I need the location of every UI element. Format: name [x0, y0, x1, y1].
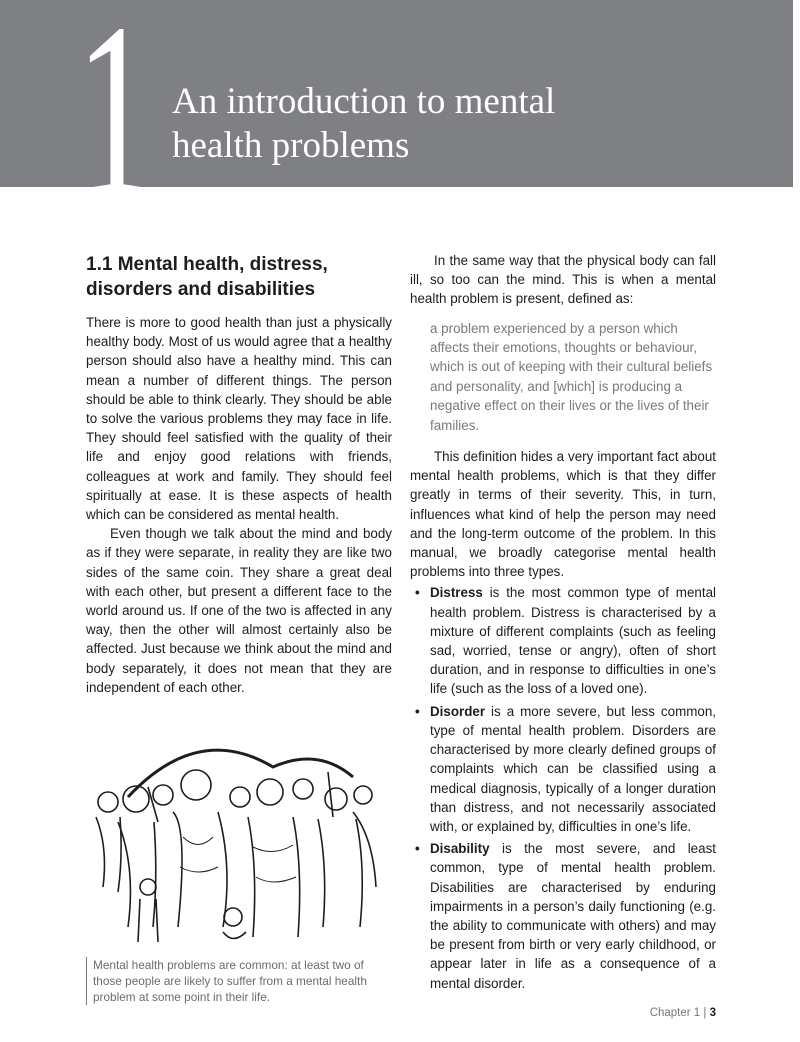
group-of-people-illustration	[88, 727, 380, 949]
term: Disorder	[430, 703, 486, 719]
page-footer: Chapter 1 | 3	[649, 1007, 716, 1019]
paragraph: In the same way that the physical body can fall ill, so too can the mind. This is when a mental health problem is present, defined as:	[410, 253, 716, 307]
figure-caption: Mental health problems are common: at least two of those people are likely to suffer from a mental health problem at some point in their life.	[86, 957, 389, 1005]
term-description: is the most severe, and least common, type of mental health problem. Disabilities are characterised by enduring impairments in a person’s daily functioning (e.g. the ability to communicate with others) and may be present from birth or very early childhood, or appear later in life as a consequence of a mental disorder.	[430, 841, 716, 991]
chapter-title-line: An introduction to mental	[172, 81, 556, 122]
paragraph: This definition hides a very important fact about mental health problems, which is that they differ greatly in terms of their severity. This, in turn, influences what kind of help the person may need and the long-term outcome of the problem. In this manual, we broadly categorise mental health problems into three types.	[410, 449, 716, 580]
right-column	[410, 251, 716, 996]
types-list	[410, 583, 716, 992]
definition-quote: a problem experienced by a person which affects their emotions, thoughts or behaviour, which is out of keeping with their cultural beliefs and personality, and [which] is producing a negative effect on their lives or the lives of their families.	[430, 320, 713, 433]
list-item	[430, 839, 716, 993]
term: Distress	[430, 585, 483, 601]
paragraph: There is more to good health than just a physically healthy body. Most of us would agree that a healthy person should also have a healthy mind. This can mean a number of different things. The person should be able to think clearly. They should be able to solve the various problems they may face in life. They should feel satisfied with the quality of their life and enjoy good relations with friends, colleagues at work and family. They should feel spiritually at ease. It is these aspects of health which can be considered as mental health.	[86, 315, 392, 523]
chapter-title-line: health problems	[172, 125, 410, 166]
footer-chapter: Chapter 1	[649, 1007, 701, 1019]
term: Disability	[430, 841, 490, 857]
list-item	[430, 702, 716, 836]
section-heading: 1.1 Mental health, distress, disorders and disabilities	[86, 254, 328, 300]
paragraph: Even though we talk about the mind and body as if they were separate, in reality they are like two sides of the same coin. They share a great deal with each other, but present a different face to the world around us. If one of the two is affected in any way, then the other will almost certainly also be affected. Just because we think about the mind and body separately, it does not mean that they are independent of each other.	[86, 526, 392, 695]
term-description: is the most common type of mental health problem. Distress is characterised by a mixture of different complaints (such as feeling sad, worried, tense or angry), often of short duration, and in response to difficulties in one’s life (such as the loss of a loved one).	[430, 585, 716, 697]
term-description: is a more severe, but less common, type of mental health problem. Disorders are characterised by more clearly defined groups of complaints which can be classified using a medical diagnosis, typically of a longer duration than distress, and not necessarily associated with, or explained by, difficulties in one’s life.	[430, 703, 716, 834]
page-number: 3	[709, 1007, 716, 1019]
left-column	[86, 252, 392, 1005]
chapter-number: 1	[76, 0, 154, 249]
list-item	[430, 583, 716, 698]
chapter-title	[172, 80, 555, 168]
